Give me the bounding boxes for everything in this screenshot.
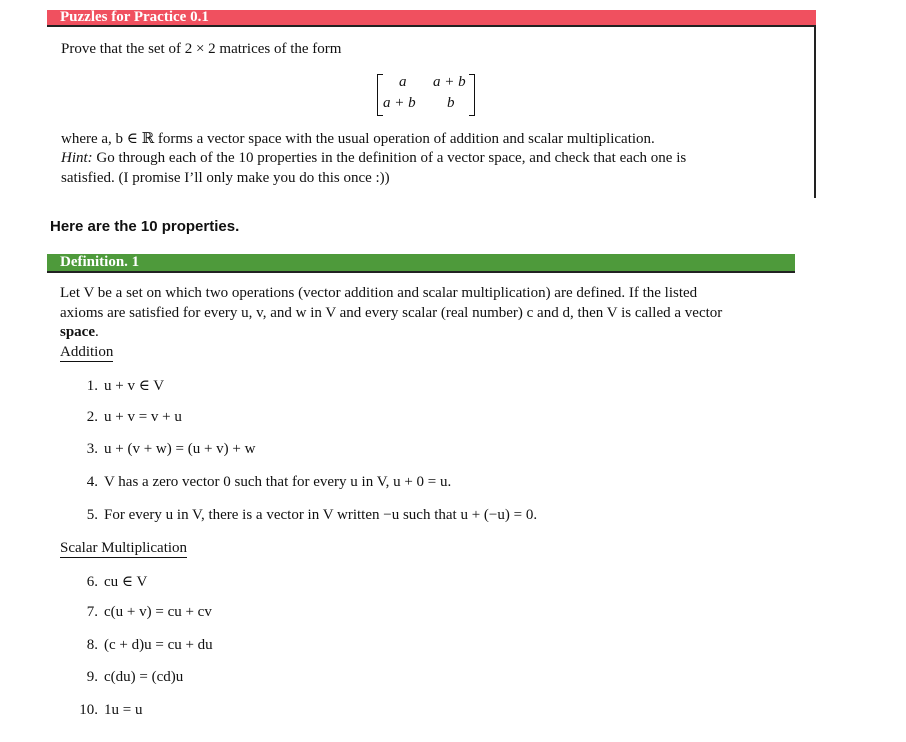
- hint-text: Go through each of the 10 properties in the definition of a vector space, and check that each one is: [96, 150, 687, 166]
- definition-line-3: space.: [60, 324, 99, 340]
- hint-text-2: satisfied. (I promise I’ll only make you do this once :)): [61, 170, 390, 186]
- matrix-a12: a + b: [433, 74, 466, 90]
- puzzle-title: Puzzles for Practice 0.1: [47, 10, 816, 27]
- list-item: 9. c(du) = (cd)u: [86, 669, 184, 685]
- matrix-a22: b: [447, 95, 455, 111]
- matrix-a21: a + b: [383, 95, 416, 111]
- puzzle-box: [47, 10, 816, 198]
- list-item: 8. (c + d)u = cu + du: [86, 637, 213, 653]
- addition-section-title: Addition: [60, 344, 114, 360]
- properties-heading: Here are the 10 properties.: [50, 218, 240, 235]
- list-item: 7. c(u + v) = cu + cv: [86, 604, 212, 620]
- list-item: 4. V has a zero vector 0 such that for every u in V, u + 0 = u.: [86, 474, 452, 490]
- matrix-a11: a: [399, 74, 407, 90]
- scalar-section-title: Scalar Multiplication: [60, 540, 188, 556]
- definition-line-2: axioms are satisfied for every u, v, and w in V and every scalar (real number) c and d, then V is called a vector: [60, 305, 723, 321]
- list-item: 1. u + v ∈ V: [86, 378, 165, 394]
- list-item: 6. cu ∈ V: [86, 574, 148, 590]
- hint-label: Hint:: [61, 150, 93, 166]
- list-item: 3. u + (v + w) = (u + v) + w: [86, 441, 256, 457]
- puzzle-intro: Prove that the set of 2 × 2 matrices of the form: [61, 41, 342, 57]
- hint-line: [61, 150, 686, 167]
- definition-title: Definition. 1: [47, 254, 795, 273]
- matrix: [377, 74, 475, 120]
- list-item: 5. For every u in V, there is a vector in V written −u such that u + (−u) = 0.: [86, 507, 538, 523]
- list-item: 2. u + v = v + u: [86, 409, 182, 425]
- vector-space-term: space: [60, 324, 95, 340]
- puzzle-statement: where a, b ∈ ℝ forms a vector space with the usual operation of addition and scalar multiplication.: [61, 131, 655, 147]
- definition-line-1: Let V be a set on which two operations (vector addition and scalar multiplication) are defined. If the listed: [60, 285, 698, 301]
- matrix-right-bracket: [469, 74, 475, 116]
- list-item: 10. 1u = u: [79, 702, 143, 718]
